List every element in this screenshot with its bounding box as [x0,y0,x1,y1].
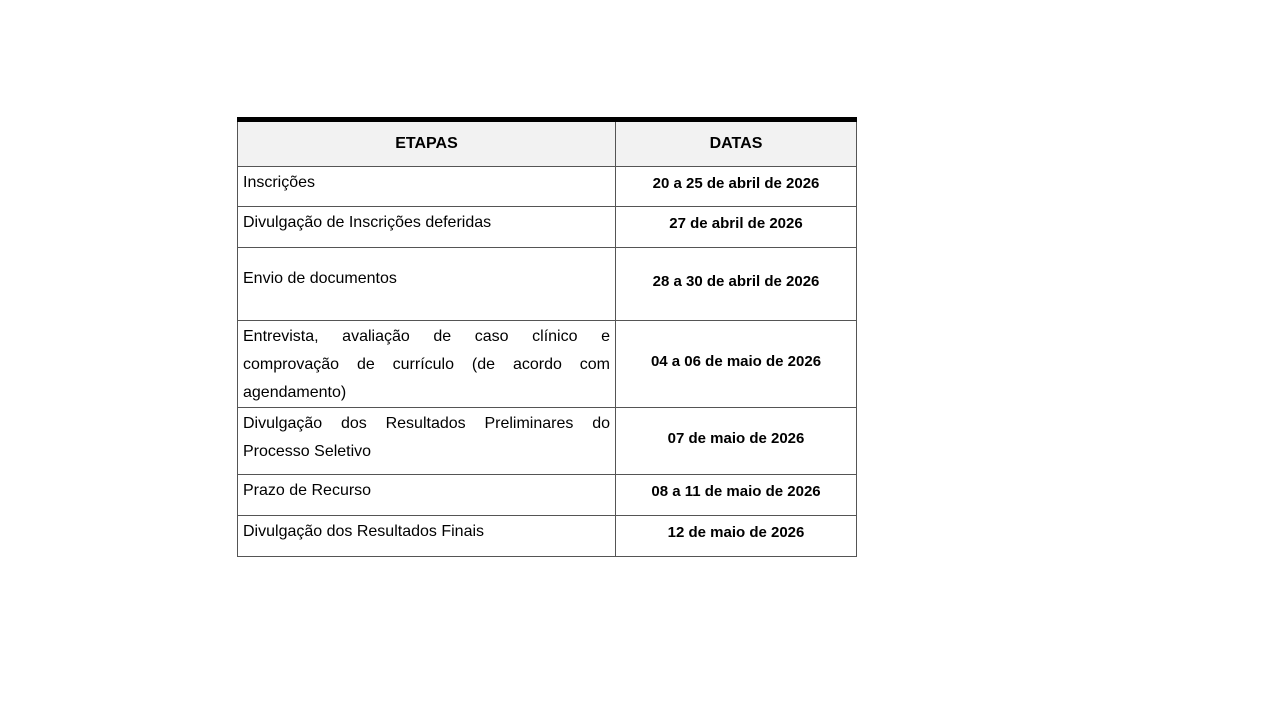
etapa-cell: Divulgação de Inscrições deferidas [238,207,616,248]
header-etapas: ETAPAS [238,120,616,167]
table-row [238,321,857,408]
schedule-table [237,117,857,557]
table-row [238,475,857,516]
table-row [238,516,857,557]
data-cell: 12 de maio de 2026 [616,516,857,557]
data-cell: 20 a 25 de abril de 2026 [616,167,857,207]
table-row [238,167,857,207]
etapa-cell: Divulgação dos Resultados Preliminares do Processo Seletivo [238,408,616,475]
table-row [238,207,857,248]
data-cell: 28 a 30 de abril de 2026 [616,248,857,321]
table-row [238,248,857,321]
etapa-cell: Divulgação dos Resultados Finais [238,516,616,557]
etapa-cell: Envio de documentos [238,248,616,321]
table-row [238,408,857,475]
data-cell: 08 a 11 de maio de 2026 [616,475,857,516]
data-cell: 04 a 06 de maio de 2026 [616,321,857,408]
etapa-cell: Prazo de Recurso [238,475,616,516]
table-header-row [238,120,857,167]
header-datas: DATAS [616,120,857,167]
etapa-cell: Entrevista, avaliação de caso clínico e comprovação de currículo (de acordo com agendamento) [238,321,616,408]
data-cell: 27 de abril de 2026 [616,207,857,248]
data-cell: 07 de maio de 2026 [616,408,857,475]
etapa-cell: Inscrições [238,167,616,207]
